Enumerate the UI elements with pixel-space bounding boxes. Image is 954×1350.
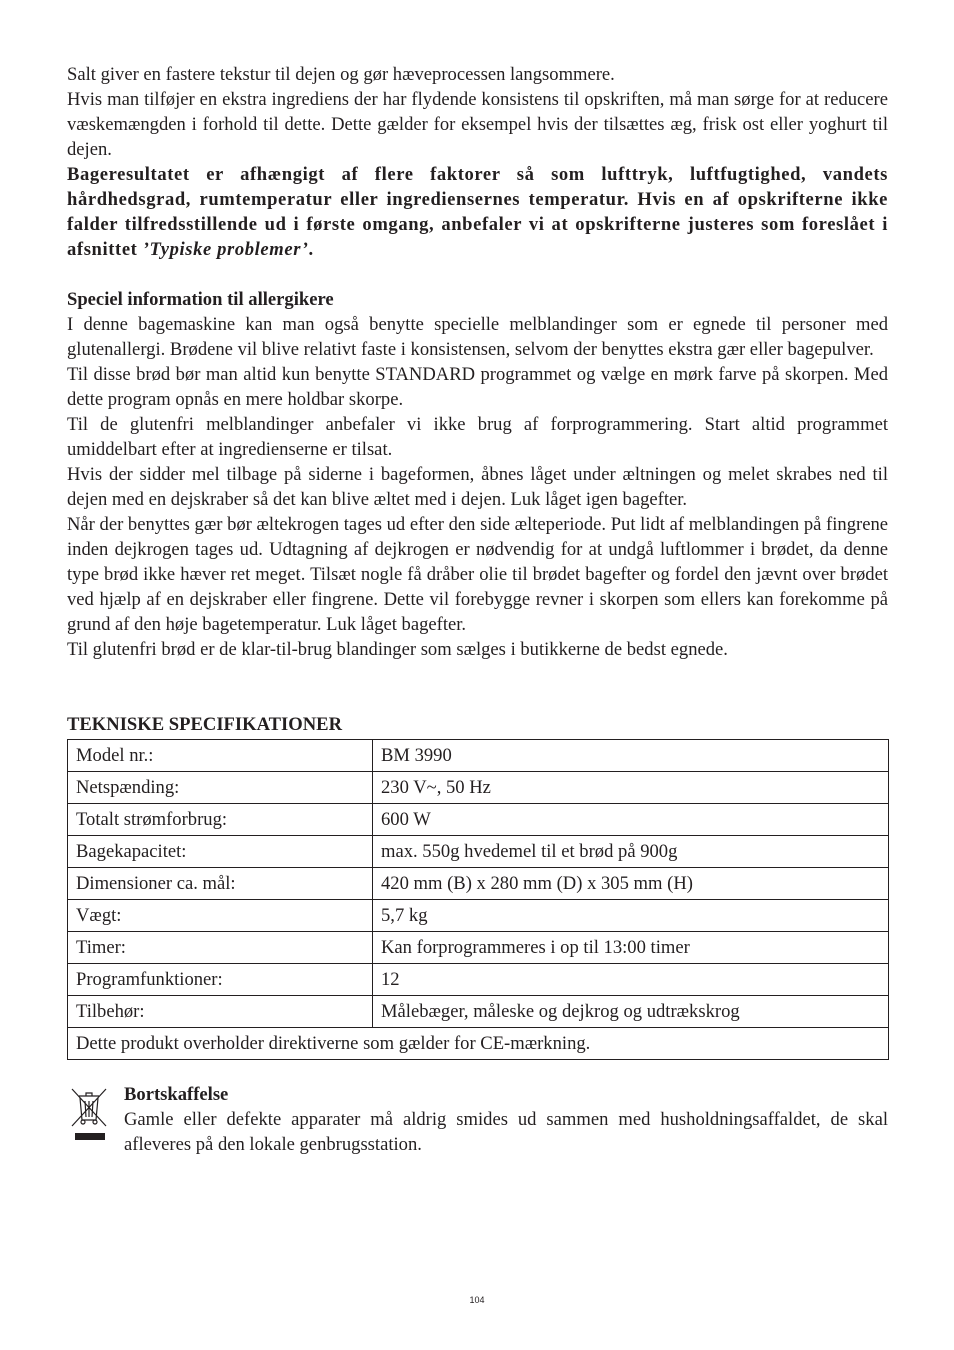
spec-value: BM 3990 <box>373 740 889 772</box>
spec-value: Kan forprogrammeres i op til 13:00 timer <box>373 932 889 964</box>
spec-value: Målebæger, måleske og dejkrog og udtrækskrog <box>373 996 889 1028</box>
intro-baking-result-paragraph <box>67 162 888 262</box>
table-footer-row <box>68 1028 889 1060</box>
allergy-heading: Speciel information til allergikere <box>67 289 334 310</box>
intro-salt-paragraph: Salt giver en fastere tekstur til dejen og gør hæveprocessen langsommere. <box>67 64 615 85</box>
baking-result-text: Bageresultatet er afhængigt af flere faktorer så som lufttryk, luftfugtighed, vandets hårdhedsgrad, rumtemperatur eller ingrediensernes temperatur. Hvis en af opskrifterne ikke falder tilfredsstillende ud i første omgang, anbefaler vi at opskrifterne justeres som foreslået i afsnittet <box>67 164 888 260</box>
spec-value: 12 <box>373 964 889 996</box>
allergy-paragraph-5: Når der benyttes gær bør æltekrogen tages ud efter den side ælteperiode. Put lidt af melblandingen på fingrene inden dejkrogen tages ud. Udtagning af dejkrogen er nødvendig for at undgå luftlommer i brødet, da denne type brød ikke hæver ret meget. Tilsæt nogle få dråber olie til brødet bagefter og fordel den jævnt over brødet ved hjælp af en dejskraber eller fingrene. Dette vil forebygge revner i skorpen som ellers kan forekomme på grund af den høje bagetemperatur. Luk låget bagefter. <box>67 514 888 635</box>
table-row <box>68 804 889 836</box>
disposal-section <box>67 1082 888 1157</box>
page-content <box>67 62 888 1157</box>
spec-value: 5,7 kg <box>373 900 889 932</box>
page-number: 104 <box>469 1295 485 1305</box>
crossed-out-wheelie-bin-icon <box>69 1086 109 1144</box>
table-row <box>68 772 889 804</box>
table-row <box>68 836 889 868</box>
table-row <box>68 964 889 996</box>
allergy-paragraph-1: I denne bagemaskine kan man også benytte specielle melblandinger som er egnede til personer med glutenallergi. Brødene vil blive relativt faste i konsistensen, selvom der benyttes ekstra gær eller bagepulver. <box>67 314 888 360</box>
table-row <box>68 740 889 772</box>
spec-label: Netspænding: <box>68 772 373 804</box>
specs-table <box>67 739 889 1060</box>
spec-label: Vægt: <box>68 900 373 932</box>
baking-result-end: . <box>308 239 314 260</box>
intro-liquid-paragraph: Hvis man tilføjer en ekstra ingrediens der har flydende konsistens til opskriften, må man sørge for at reducere væskemængden i forhold til dette. Dette gælder for eksempel hvis der tilsættes æg, frisk ost eller yoghurt til dejen. <box>67 89 888 160</box>
spec-value: 230 V~, 50 Hz <box>373 772 889 804</box>
spec-label: Bagekapacitet: <box>68 836 373 868</box>
specs-heading: TEKNISKE SPECIFIKATIONER <box>67 714 343 735</box>
spec-label: Model nr.: <box>68 740 373 772</box>
spec-label: Timer: <box>68 932 373 964</box>
spec-label: Tilbehør: <box>68 996 373 1028</box>
typical-problems-reference: ’Typiske problemer’ <box>142 239 309 260</box>
spec-label: Dimensioner ca. mål: <box>68 868 373 900</box>
allergy-paragraph-4: Hvis der sidder mel tilbage på siderne i bageformen, åbnes låget under æltningen og melet skrabes ned til dejen med en dejskraber så det kan blive æltet med i dejen. Luk låget igen bagefter. <box>67 464 888 510</box>
allergy-paragraph-6: Til glutenfri brød er de klar-til-brug blandinger som sælges i butikkerne de bedst egnede. <box>67 639 728 660</box>
table-row <box>68 900 889 932</box>
allergy-paragraph-3: Til de glutenfri melblandinger anbefaler vi ikke brug af forprogrammering. Start altid programmet umiddelbart efter at ingredienserne er tilsat. <box>67 414 888 460</box>
spec-value: max. 550g hvedemel til et brød på 900g <box>373 836 889 868</box>
disposal-heading: Bortskaffelse <box>124 1084 229 1105</box>
table-row <box>68 932 889 964</box>
disposal-text: Gamle eller defekte apparater må aldrig smides ud sammen med husholdningsaffaldet, de skal afleveres på den lokale genbrugsstation. <box>124 1109 888 1155</box>
spec-label: Totalt strømforbrug: <box>68 804 373 836</box>
spec-value: 420 mm (B) x 280 mm (D) x 305 mm (H) <box>373 868 889 900</box>
table-row <box>68 996 889 1028</box>
spec-value: 600 W <box>373 804 889 836</box>
table-row <box>68 868 889 900</box>
ce-compliance-note: Dette produkt overholder direktiverne som gælder for CE-mærkning. <box>68 1028 889 1060</box>
spec-label: Programfunktioner: <box>68 964 373 996</box>
allergy-paragraph-2: Til disse brød bør man altid kun benytte STANDARD programmet og vælge en mørk farve på skorpen. Med dette program opnås en mere holdbar skorpe. <box>67 364 888 410</box>
